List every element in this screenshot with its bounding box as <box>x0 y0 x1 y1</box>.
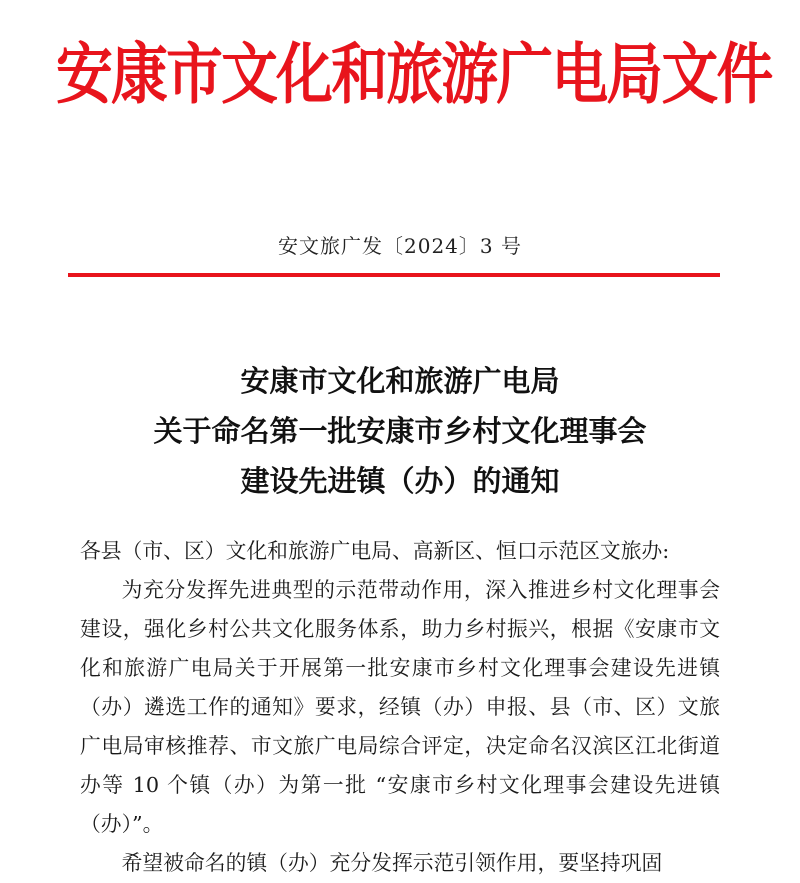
document-number: 安文旅广发〔2024〕3 号 <box>278 234 522 258</box>
paragraph-2-partial: 希望被命名的镇（办）充分发挥示范引领作用，要坚持巩固 <box>121 851 663 875</box>
title-line-1: 安康市文化和旅游广电局 <box>240 364 560 398</box>
document-masthead: 安康市文化和旅游广电局文件 <box>56 35 772 113</box>
notice-title <box>0 356 800 506</box>
red-divider-line <box>68 273 720 277</box>
title-line-3: 建设先进镇（办）的通知 <box>240 464 560 498</box>
notice-body <box>80 532 720 883</box>
salutation: 各县（市、区）文化和旅游广电局、高新区、恒口示范区文旅办: <box>80 539 670 563</box>
title-line-2: 关于命名第一批安康市乡村文化理事会 <box>153 414 647 448</box>
paragraph-1: 为充分发挥先进典型的示范带动作用，深入推进乡村文化理事会建设，强化乡村公共文化服务体系，助力乡村振兴，根据《安康市文化和旅游广电局关于开展第一批安康市乡村文化理事会建设先进镇（办）遴选工作的通知》要求，经镇（办）申报、县（市、区）文旅广电局审核推荐、市文旅广电局综合评定，决定命名汉滨区江北街道办等 10 个镇（办）为第一批 “安康市乡村文化理事会建设先进镇（办）”。 <box>80 578 720 836</box>
